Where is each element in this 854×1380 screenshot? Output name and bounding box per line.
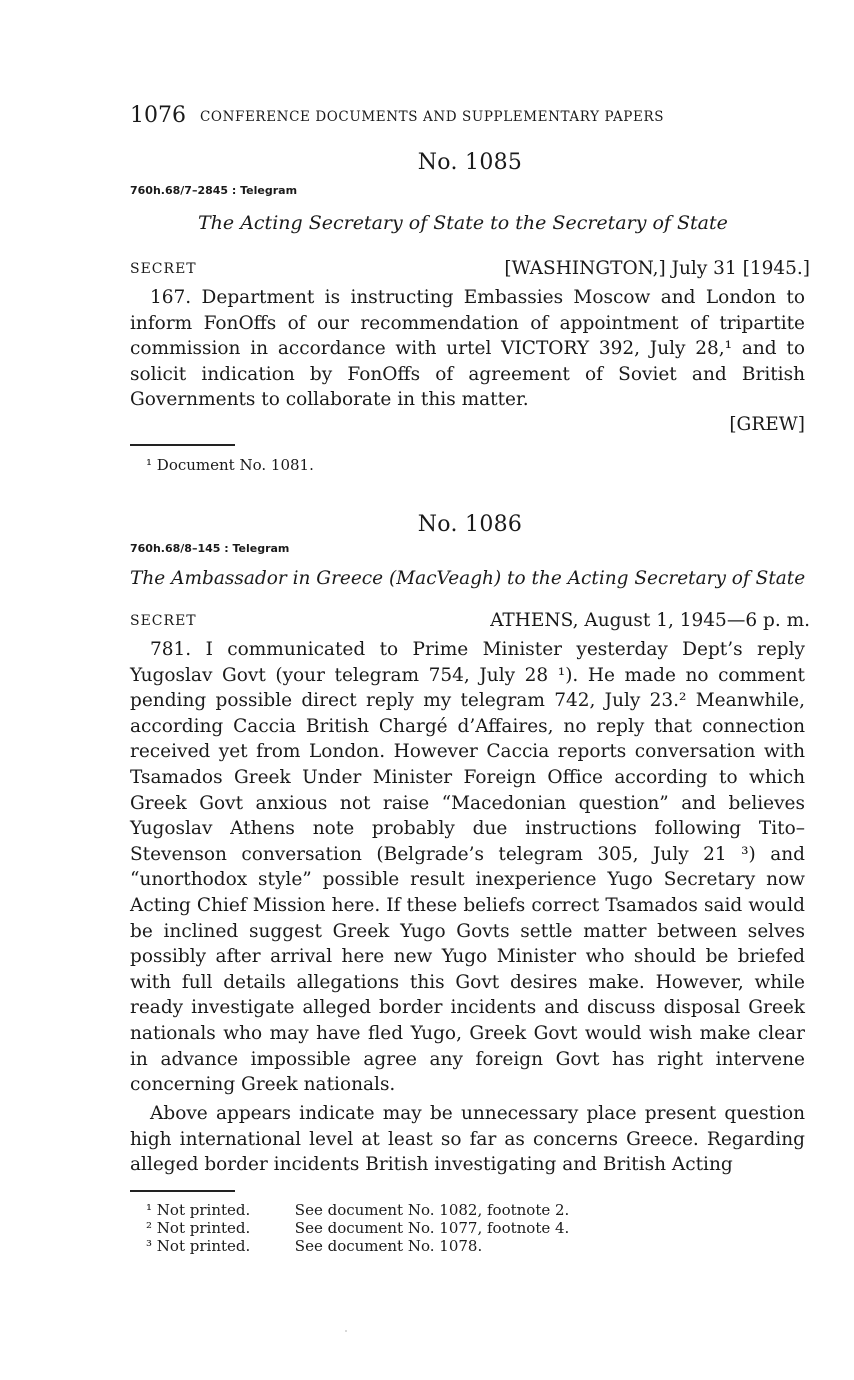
footnote: ³ Not printed. See document No. 1078. (146, 1237, 483, 1255)
page-speck (345, 1330, 347, 1332)
doc-title: The Ambassador in Greece (MacVeagh) to the Acting Secretary of State (130, 568, 806, 589)
footnote: ² Not printed. See document No. 1077, footnote 4. (146, 1219, 570, 1237)
classification-row (130, 610, 810, 636)
telegram-body: 781. I communicated to Prime Minister yesterday Dept’s reply Yugoslav Govt (your telegram 754, July 28 ¹). He made no comment pending possible direct reply my telegram 742, July 23.² Meanwhile, according Caccia British Chargé d’Affaires, no reply that connection received yet from London. However Caccia reports conversation with Tsamados Greek Under Minister Foreign Office according to which Greek Govt anxious not raise “Macedonian question” and believes Yugoslav Athens note probably due instructions following Tito–Stevenson conversation (Belgrade’s telegram 305, July 21 ³) and “unorthodox style” possible result inexperience Yugo Secretary now Acting Chief Mission here. If these beliefs correct Tsamados said would be inclined suggest Greek Yugo Govts settle matter between selves possibly after arrival here new Yugo Minister who should be briefed with full details allegations this Govt desires make. However, while ready investigate alleged border incidents and discuss disposal Greek nationals who may have fled Yugo, Greek Govt would wish make clear in advance impossible agree any foreign Govt has right intervene concerning Greek nationals. (130, 639, 805, 1096)
telegram-body: 167. Department is instructing Embassies Moscow and London to inform FonOffs of our recommendation of appointment of tripartite commission in accordance with urtel VICTORY 392, July 28,¹ and to solicit indication by FonOffs of agreement of Soviet and British Governments to collaborate in this matter. (130, 287, 805, 411)
footnote: ¹ Not printed. See document No. 1082, footnote 2. (146, 1201, 570, 1219)
doc-title: The Acting Secretary of State to the Secretary of State (198, 212, 728, 234)
page-number: 1076 (130, 103, 186, 128)
classification: SECRET (130, 261, 197, 277)
telegram-body-continued: Above appears indicate may be unnecessary place present question high international level at least so far as concerns Greece. Regarding alleged border incidents British investigating and British Acting (130, 1103, 805, 1176)
running-title: CONFERENCE DOCUMENTS AND SUPPLEMENTARY PAPERS (200, 109, 665, 125)
file-reference: 760h.68/7–2845 : Telegram (130, 184, 298, 197)
doc-number: No. 1086 (417, 512, 523, 537)
file-reference: 760h.68/8–145 : Telegram (130, 542, 290, 555)
classification-row (130, 258, 810, 284)
place-date: ATHENS, August 1, 1945—6 p. m. (490, 610, 810, 631)
place-date: [WASHINGTON,] July 31 [1945.] (504, 258, 810, 279)
classification: SECRET (130, 613, 197, 629)
footnote-rule (130, 444, 235, 446)
footnote-rule (130, 1190, 235, 1192)
doc-number: No. 1085 (417, 150, 523, 175)
footnote: ¹ Document No. 1081. (146, 456, 314, 474)
page-header (130, 103, 810, 133)
signature: [GREW] (729, 414, 805, 435)
